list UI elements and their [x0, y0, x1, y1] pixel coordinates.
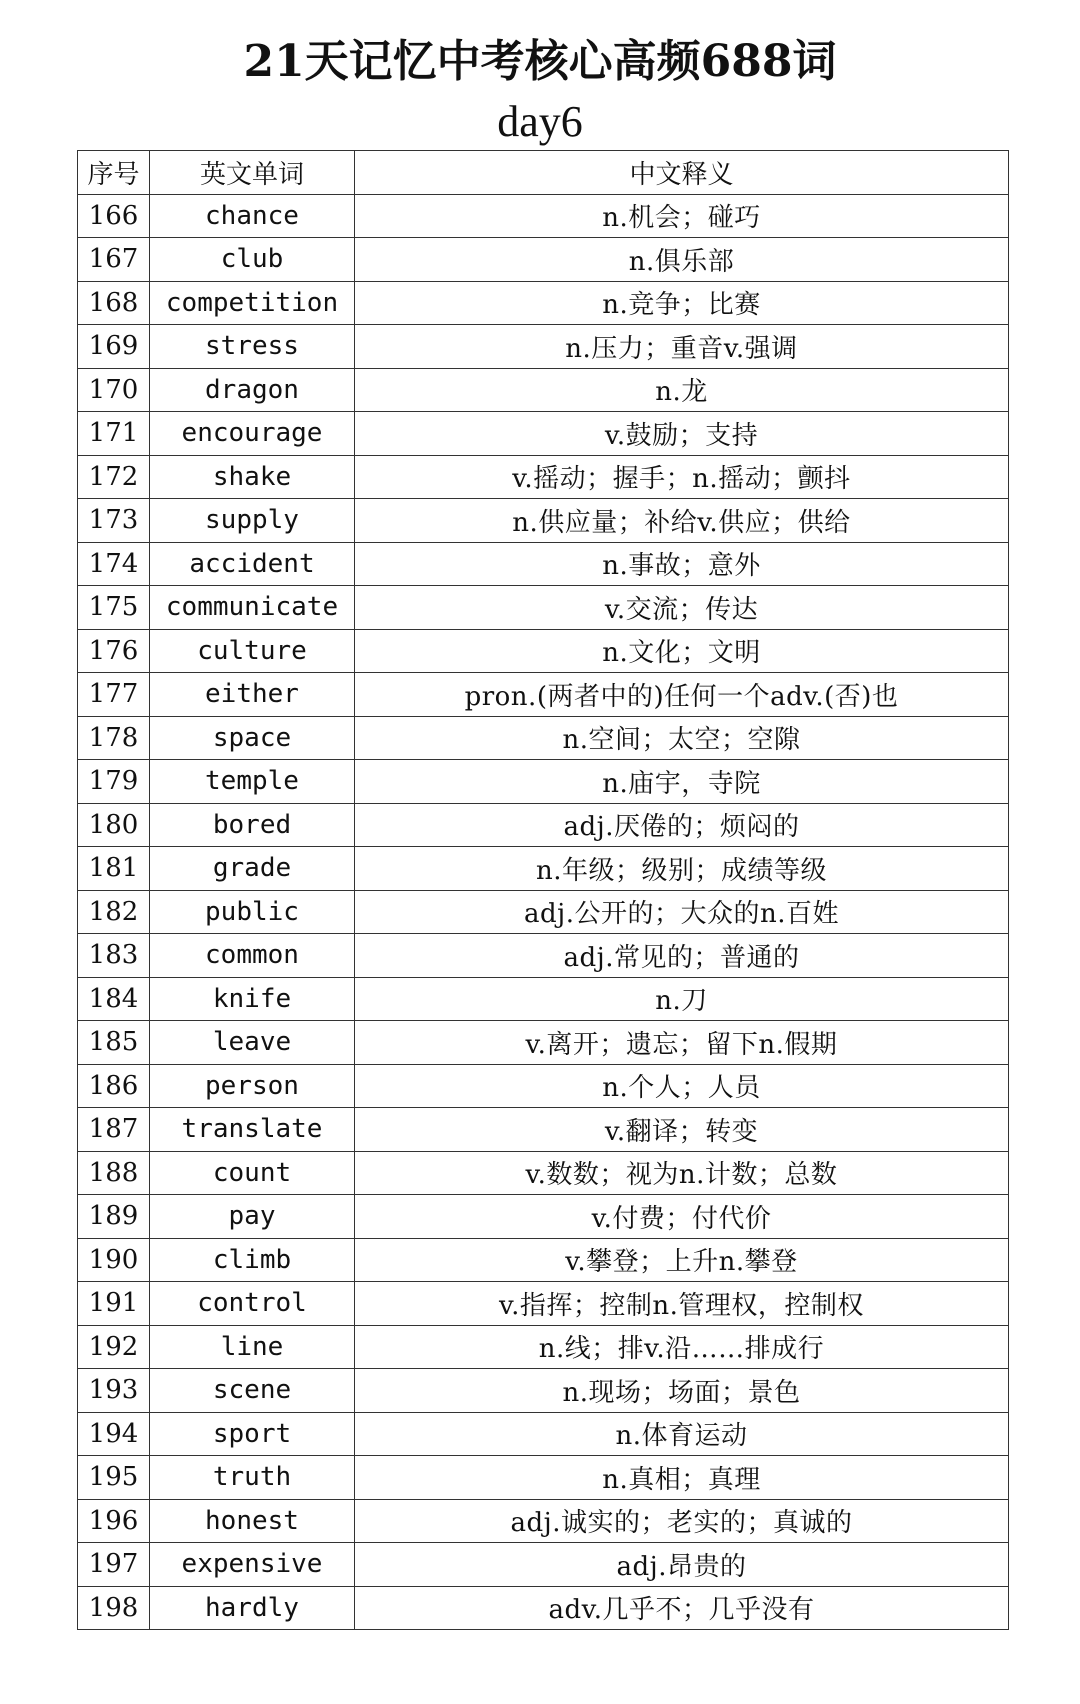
row-number: 178: [78, 716, 150, 760]
chinese-meaning: n.刀: [355, 977, 1009, 1021]
header-number: 序号: [78, 151, 150, 195]
chinese-meaning: v.翻译；转变: [355, 1108, 1009, 1152]
english-word: public: [150, 890, 355, 934]
table-header-row: [78, 151, 1009, 195]
row-number: 166: [78, 194, 150, 238]
table-row: [78, 586, 1009, 630]
row-number: 190: [78, 1238, 150, 1282]
row-number: 184: [78, 977, 150, 1021]
table-row: [78, 1369, 1009, 1413]
english-word: either: [150, 673, 355, 717]
english-word: supply: [150, 499, 355, 543]
row-number: 193: [78, 1369, 150, 1413]
row-number: 179: [78, 760, 150, 804]
row-number: 182: [78, 890, 150, 934]
row-number: 185: [78, 1021, 150, 1065]
table-row: [78, 1412, 1009, 1456]
chinese-meaning: n.现场；场面；景色: [355, 1369, 1009, 1413]
table-row: [78, 977, 1009, 1021]
chinese-meaning: n.俱乐部: [355, 238, 1009, 282]
chinese-meaning: n.机会；碰巧: [355, 194, 1009, 238]
chinese-meaning: n.真相；真理: [355, 1456, 1009, 1500]
table-row: [78, 1195, 1009, 1239]
chinese-meaning: v.付费；付代价: [355, 1195, 1009, 1239]
chinese-meaning: n.竞争；比赛: [355, 281, 1009, 325]
chinese-meaning: v.攀登；上升n.攀登: [355, 1238, 1009, 1282]
chinese-meaning: n.供应量；补给v.供应；供给: [355, 499, 1009, 543]
table-row: [78, 1151, 1009, 1195]
english-word: temple: [150, 760, 355, 804]
english-word: leave: [150, 1021, 355, 1065]
table-row: [78, 673, 1009, 717]
row-number: 171: [78, 412, 150, 456]
english-word: count: [150, 1151, 355, 1195]
row-number: 197: [78, 1543, 150, 1587]
row-number: 175: [78, 586, 150, 630]
chinese-meaning: pron.(两者中的)任何一个adv.(否)也: [355, 673, 1009, 717]
page-title: 21天记忆中考核心高频688词: [243, 36, 837, 87]
chinese-meaning: n.空间；太空；空隙: [355, 716, 1009, 760]
page-subtitle: day6: [497, 97, 583, 146]
english-word: grade: [150, 847, 355, 891]
english-word: common: [150, 934, 355, 978]
english-word: encourage: [150, 412, 355, 456]
chinese-meaning: n.庙宇，寺院: [355, 760, 1009, 804]
table-row: [78, 412, 1009, 456]
row-number: 172: [78, 455, 150, 499]
table-row: [78, 1456, 1009, 1500]
english-word: honest: [150, 1499, 355, 1543]
table-row: [78, 1064, 1009, 1108]
table-row: [78, 194, 1009, 238]
english-word: hardly: [150, 1586, 355, 1630]
table-body: [78, 194, 1009, 1630]
row-number: 188: [78, 1151, 150, 1195]
header-chinese-meaning: 中文释义: [355, 151, 1009, 195]
table-row: [78, 890, 1009, 934]
chinese-meaning: adj.厌倦的；烦闷的: [355, 803, 1009, 847]
chinese-meaning: n.年级；级别；成绩等级: [355, 847, 1009, 891]
table-row: [78, 542, 1009, 586]
english-word: person: [150, 1064, 355, 1108]
english-word: stress: [150, 325, 355, 369]
row-number: 198: [78, 1586, 150, 1630]
table-row: [78, 1586, 1009, 1630]
english-word: translate: [150, 1108, 355, 1152]
header-english-word: 英文单词: [150, 151, 355, 195]
english-word: sport: [150, 1412, 355, 1456]
table-row: [78, 238, 1009, 282]
row-number: 170: [78, 368, 150, 412]
table-header: [78, 151, 1009, 195]
table-row: [78, 325, 1009, 369]
vocabulary-table: [77, 150, 1009, 1630]
english-word: expensive: [150, 1543, 355, 1587]
chinese-meaning: n.文化；文明: [355, 629, 1009, 673]
table-row: [78, 1238, 1009, 1282]
chinese-meaning: n.事故；意外: [355, 542, 1009, 586]
table-row: [78, 629, 1009, 673]
chinese-meaning: v.鼓励；支持: [355, 412, 1009, 456]
row-number: 189: [78, 1195, 150, 1239]
table-row: [78, 1021, 1009, 1065]
chinese-meaning: v.数数；视为n.计数；总数: [355, 1151, 1009, 1195]
english-word: bored: [150, 803, 355, 847]
english-word: climb: [150, 1238, 355, 1282]
chinese-meaning: n.压力；重音v.强调: [355, 325, 1009, 369]
row-number: 192: [78, 1325, 150, 1369]
english-word: knife: [150, 977, 355, 1021]
row-number: 183: [78, 934, 150, 978]
chinese-meaning: v.摇动；握手；n.摇动；颤抖: [355, 455, 1009, 499]
row-number: 180: [78, 803, 150, 847]
row-number: 181: [78, 847, 150, 891]
chinese-meaning: n.线；排v.沿……排成行: [355, 1325, 1009, 1369]
english-word: culture: [150, 629, 355, 673]
table-row: [78, 1282, 1009, 1326]
table-row: [78, 1543, 1009, 1587]
english-word: accident: [150, 542, 355, 586]
row-number: 196: [78, 1499, 150, 1543]
chinese-meaning: n.体育运动: [355, 1412, 1009, 1456]
table-row: [78, 281, 1009, 325]
table-row: [78, 1499, 1009, 1543]
row-number: 194: [78, 1412, 150, 1456]
row-number: 173: [78, 499, 150, 543]
chinese-meaning: adj.公开的；大众的n.百姓: [355, 890, 1009, 934]
english-word: competition: [150, 281, 355, 325]
table-row: [78, 1325, 1009, 1369]
chinese-meaning: v.指挥；控制n.管理权，控制权: [355, 1282, 1009, 1326]
row-number: 176: [78, 629, 150, 673]
english-word: space: [150, 716, 355, 760]
table-row: [78, 455, 1009, 499]
row-number: 174: [78, 542, 150, 586]
table-row: [78, 803, 1009, 847]
row-number: 177: [78, 673, 150, 717]
english-word: line: [150, 1325, 355, 1369]
row-number: 187: [78, 1108, 150, 1152]
chinese-meaning: adv.几乎不；几乎没有: [355, 1586, 1009, 1630]
chinese-meaning: adj.昂贵的: [355, 1543, 1009, 1587]
row-number: 168: [78, 281, 150, 325]
chinese-meaning: adj.常见的；普通的: [355, 934, 1009, 978]
english-word: scene: [150, 1369, 355, 1413]
english-word: control: [150, 1282, 355, 1326]
english-word: club: [150, 238, 355, 282]
table-row: [78, 760, 1009, 804]
table-row: [78, 499, 1009, 543]
chinese-meaning: v.离开；遗忘；留下n.假期: [355, 1021, 1009, 1065]
chinese-meaning: n.个人；人员: [355, 1064, 1009, 1108]
table-row: [78, 368, 1009, 412]
row-number: 186: [78, 1064, 150, 1108]
english-word: chance: [150, 194, 355, 238]
row-number: 191: [78, 1282, 150, 1326]
chinese-meaning: v.交流；传达: [355, 586, 1009, 630]
table-row: [78, 847, 1009, 891]
english-word: pay: [150, 1195, 355, 1239]
english-word: truth: [150, 1456, 355, 1500]
row-number: 169: [78, 325, 150, 369]
row-number: 167: [78, 238, 150, 282]
chinese-meaning: adj.诚实的；老实的；真诚的: [355, 1499, 1009, 1543]
table-row: [78, 1108, 1009, 1152]
row-number: 195: [78, 1456, 150, 1500]
chinese-meaning: n.龙: [355, 368, 1009, 412]
english-word: dragon: [150, 368, 355, 412]
table-row: [78, 716, 1009, 760]
table-row: [78, 934, 1009, 978]
english-word: shake: [150, 455, 355, 499]
english-word: communicate: [150, 586, 355, 630]
